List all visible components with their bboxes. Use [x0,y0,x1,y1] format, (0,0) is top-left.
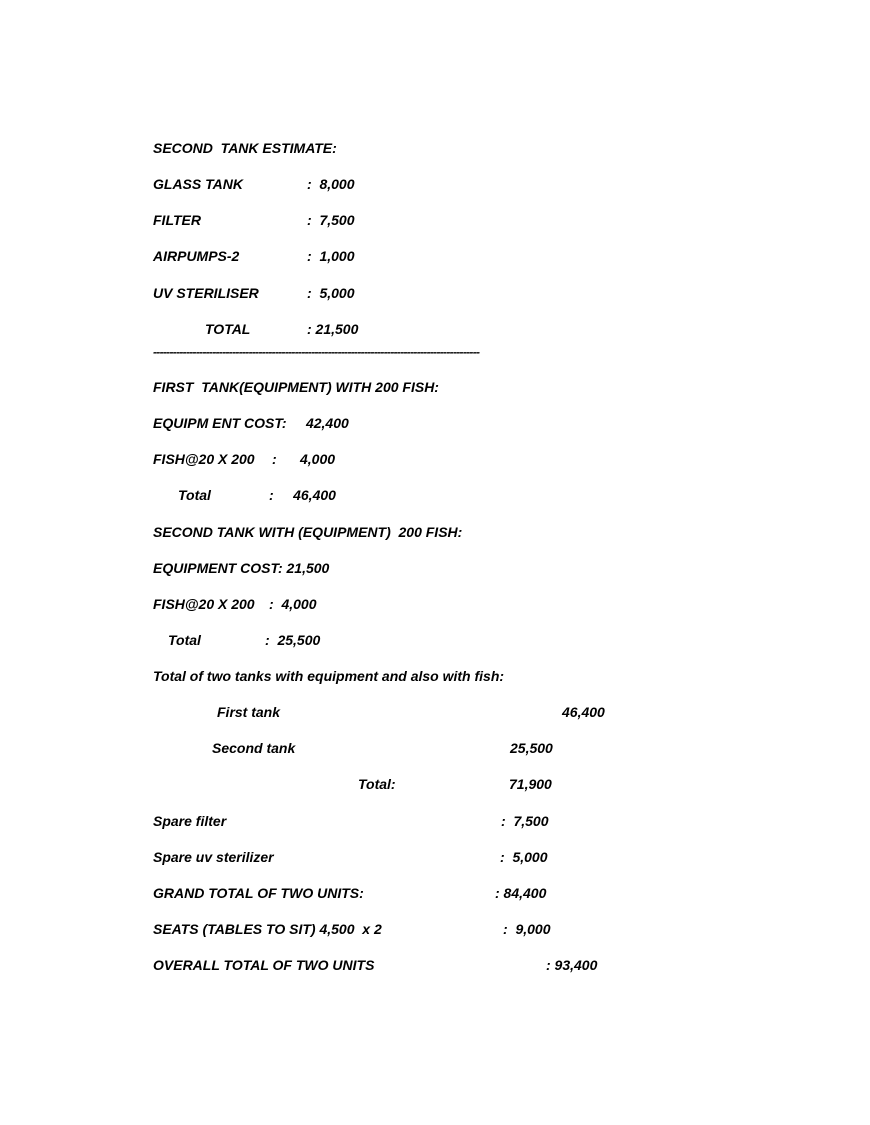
section-divider: --------------------------------------------------------------------------------------------------- [153,345,480,359]
second-tank-total-value: : 25,500 [265,632,321,648]
combined-first-tank-label: First tank [217,704,281,720]
filter-value: : 7,500 [307,212,355,228]
uv-steriliser-label: UV STERILISER [153,285,259,301]
uv-steriliser-value: : 5,000 [307,285,355,301]
first-tank-equipment-cost: EQUIPM ENT COST: 42,400 [153,415,349,431]
first-tank-total-label: Total [178,487,211,503]
seats-value: : 9,000 [503,921,551,937]
combined-second-tank-label: Second tank [212,740,296,756]
airpumps-value: : 1,000 [307,248,355,264]
overall-total-label: OVERALL TOTAL OF TWO UNITS [153,957,375,973]
glass-tank-value: : 8,000 [307,176,355,192]
grand-total-value: : 84,400 [495,885,547,901]
second-tank-fish-label: FISH@20 X 200 [153,596,255,612]
second-tank-fish-value: : 4,000 [269,596,317,612]
combined-total-label: Total: [358,776,396,792]
first-tank-fish-label: FISH@20 X 200 [153,451,255,467]
combined-second-tank-value: 25,500 [510,740,553,756]
overall-total-value: : 93,400 [546,957,598,973]
spare-filter-label: Spare filter [153,813,227,829]
grand-total-label: GRAND TOTAL OF TWO UNITS: [153,885,364,901]
second-tank-estimate-total-label: TOTAL [205,321,251,337]
second-tank-heading: SECOND TANK WITH (EQUIPMENT) 200 FISH: [153,524,463,540]
filter-label: FILTER [153,212,201,228]
second-tank-estimate-total-value: : 21,500 [307,321,359,337]
combined-heading: Total of two tanks with equipment and also with fish: [153,668,505,684]
first-tank-fish-value: : 4,000 [272,451,336,467]
airpumps-label: AIRPUMPS-2 [153,248,240,264]
glass-tank-label: GLASS TANK [153,176,243,192]
spare-uv-sterilizer-label: Spare uv sterilizer [153,849,274,865]
combined-first-tank-value: 46,400 [562,704,605,720]
second-tank-equipment-cost: EQUIPMENT COST: 21,500 [153,560,330,576]
second-tank-estimate-heading: SECOND TANK ESTIMATE: [153,140,337,156]
first-tank-heading: FIRST TANK(EQUIPMENT) WITH 200 FISH: [153,379,439,395]
combined-total-value: 71,900 [509,776,552,792]
spare-filter-value: : 7,500 [501,813,549,829]
spare-uv-sterilizer-value: : 5,000 [500,849,548,865]
first-tank-total-value: : 46,400 [269,487,336,503]
seats-label: SEATS (TABLES TO SIT) 4,500 x 2 [153,921,382,937]
second-tank-total-label: Total [168,632,201,648]
